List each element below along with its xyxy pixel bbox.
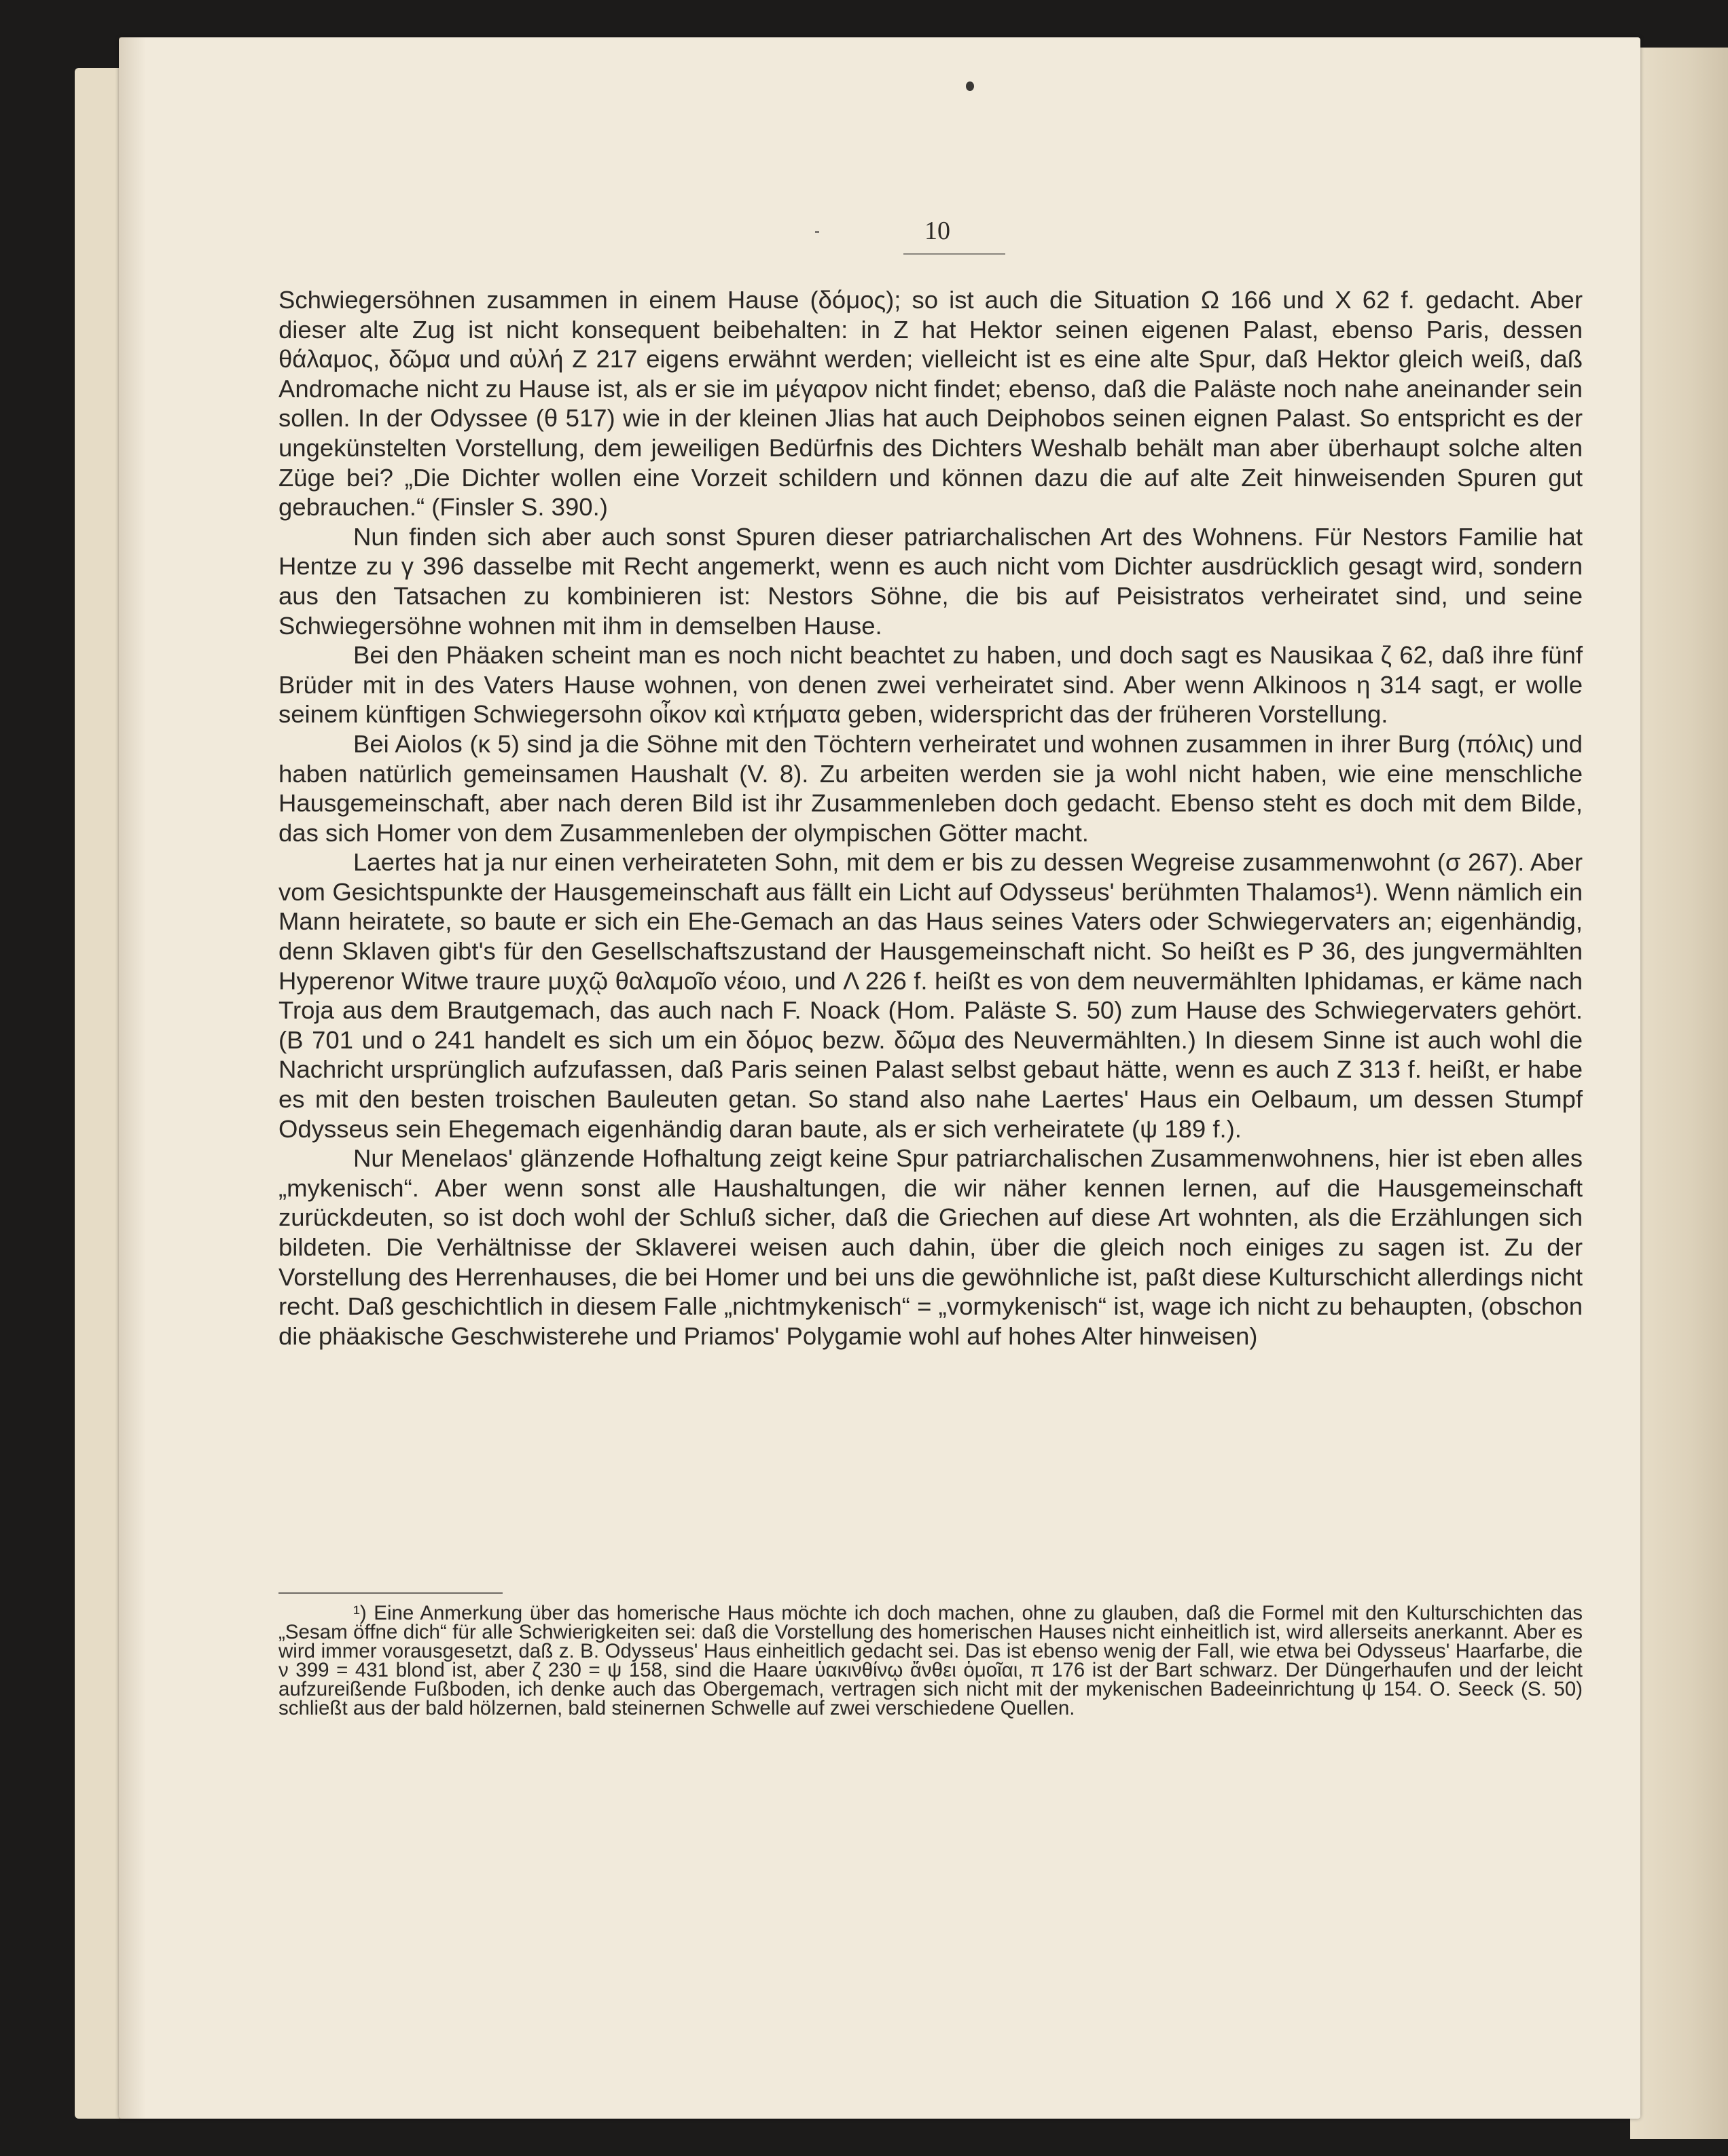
ink-dot (966, 81, 974, 91)
footnote-rule (278, 1592, 503, 1594)
paragraph: Bei den Phäaken scheint man es noch nicht beachtet zu haben, und doch sagt es Nausikaa ζ 62, daß ihre fünf Brüder mit in des Vaters Hause wohnen, von denen zwei verheiratet sind. Aber wenn Alkinoos η 314 sagt, er wolle seinem künftigen Schwiegersohn οἶκον καὶ κτήματα geben, widerspricht das der früheren Vorstellung. (278, 641, 1583, 729)
paragraph: Nun finden sich aber auch sonst Spuren dieser patriarchalischen Art des Wohnens. Für Nestors Familie hat Hentze zu γ 396 dasselbe mit Recht angemerkt, wenn es auch nicht vom Dichter ausdrücklich gesagt wird, sondern aus den Tatsachen zu kombinieren ist: Nestors Söhne, die bis auf Peisistratos verheiratet sind, und seine Schwiegersöhne wohnen mit ihm in demselben Hause. (278, 522, 1583, 640)
ink-mark (815, 231, 819, 233)
page-gutter-shadow (119, 37, 146, 2119)
paragraph: Schwiegersöhnen zusammen in einem Hause (δόμος); so ist auch die Situation Ω 166 und X 62 f. gedacht. Aber dieser alte Zug ist nicht konsequent beibehalten: in Z hat Hektor seinen eigenen Palast, ebenso Paris, dessen θάλαμος, δῶμα und αὐλή Z 217 eigens erwähnt werden; vielleicht ist es eine alte Spur, daß Hektor gleich weiß, daß Andromache nicht zu Hause ist, als er sie im μέγαρον nicht findet; ebenso, daß die Paläste noch nahe aneinander sein sollen. In der Odyssee (θ 517) wie in der kleinen Jlias hat auch Deiphobos seinen eignen Palast. So entspricht es der ungekünstelten Vorstellung, dem jeweiligen Bedürfnis des Dichters Weshalb behält man aber überhaupt solche alten Züge bei? „Die Dichter wollen eine Vorzeit schildern und können dazu die auf alte Zeit hinweisenden Spuren gut gebrauchen.“ (Finsler S. 390.) (278, 286, 1583, 522)
footnote-text: ¹) Eine Anmerkung über das homerische Haus möchte ich doch machen, ohne zu glauben, daß die Formel mit den Kulturschichten das „Sesam öffne dich“ für alle Schwierigkeiten sei: daß die Vorstellung des homerischen Hauses nicht einheitlich ist, wird allerseits anerkannt. Aber es wird immer vorausgesetzt, daß z. B. Odysseus' Haus einheitlich gedacht sei. Das ist ebenso wenig der Fall, wie etwa bei Odysseus' Haarfarbe, die ν 399 = 431 blond ist, aber ζ 230 = ψ 158, sind die Haare ὑακινθίνῳ ἄνθει ὁμοῖαι, π 176 ist der Bart schwarz. Der Düngerhaufen und der leicht aufzureißende Fußboden, ich denke auch das Obergemach, vertragen sich nicht mit der mykenischen Badeeinrichtung ψ 154. O. Seeck (S. 50) schließt aus der bald hölzernen, bald steinernen Schwelle auf zwei verschiedene Quellen. (278, 1602, 1583, 1719)
page-number: 10 (924, 217, 950, 245)
paragraph: Nur Menelaos' glänzende Hofhaltung zeigt keine Spur patriarchalischen Zusammenwohnens, hier ist eben alles „mykenisch“. Aber wenn sonst alle Haushaltungen, die wir näher kennen lernen, auf die Hausgemeinschaft zurückdeuten, so ist doch wohl der Schluß sicher, daß die Griechen auf diese Art wohnten, als die Erzählungen sich bildeten. Die Verhältnisse der Sklaverei weisen auch dahin, über die gleich noch einiges zu sagen ist. Zu der Vorstellung des Herrenhauses, die bei Homer und bei uns die gewöhnliche ist, paßt diese Kulturschicht allerdings nicht recht. Daß geschichtlich in diesem Falle „nichtmykenisch“ = „vormykenisch“ ist, wage ich nicht zu behaupten, (obschon die phäakische Geschwisterehe und Priamos' Polygamie wohl auf hohes Alter hinweisen) (278, 1144, 1583, 1350)
book-page-edges (1630, 48, 1728, 2139)
paragraph: Laertes hat ja nur einen verheirateten Sohn, mit dem er bis zu dessen Wegreise zusammenwohnt (σ 267). Aber vom Gesichtspunkte der Hausgemeinschaft aus fällt ein Licht auf Odysseus' berühmten Thalamos¹). Wenn nämlich ein Mann heiratete, so baute er sich ein Ehe-Gemach an das Haus seines Vaters oder Schwiegervaters an; eigenhändig, denn Sklaven gibt's für den Gesellschaftszustand der Hausgemeinschaft nicht. So heißt es P 36, des jungvermählten Hyperenor Witwe traure μυχῷ θαλαμοῖο νέοιο, und Λ 226 f. heißt es von dem neuvermählten Iphidamas, er käme nach Troja aus dem Brautgemach, das auch nach F. Noack (Hom. Paläste S. 50) zum Hause des Schwiegervaters gehört. (B 701 und ο 241 handelt es sich um ein δόμος bezw. δῶμα des Neuvermählten.) In diesem Sinne ist auch wohl die Nachricht ursprünglich aufzufassen, daß Paris seinen Palast selbst gebaut hätte, wenn es auch Z 313 f. heißt, er habe es mit den besten troischen Bauleuten getan. So stand also nahe Laertes' Haus ein Oelbaum, um dessen Stumpf Odysseus sein Ehegemach eigenhändig daran baute, als er sich verheiratete (ψ 189 f.). (278, 848, 1583, 1143)
page-number-rule (903, 253, 1005, 255)
footnote (278, 1604, 1583, 1718)
body-text (278, 285, 1583, 1351)
paragraph: Bei Aiolos (κ 5) sind ja die Söhne mit den Töchtern verheiratet und wohnen zusammen in ihrer Burg (πόλις) und haben natürlich gemeinsamen Haushalt (V. 8). Zu arbeiten werden sie ja wohl nicht haben, wie eine menschliche Hausgemeinschaft, aber nach deren Bild ist ihr Zusammenleben doch gedacht. Ebenso steht es doch mit dem Bilde, das sich Homer von dem Zusammenleben der olympischen Götter macht. (278, 729, 1583, 847)
